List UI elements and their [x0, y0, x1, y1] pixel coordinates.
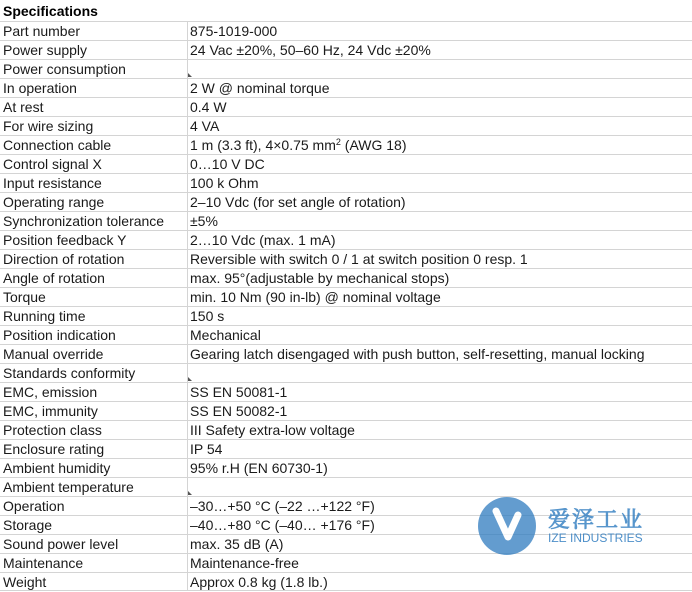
spec-value: Approx 0.8 kg (1.8 lb.) [190, 574, 328, 590]
column-divider [187, 212, 188, 230]
spec-value: 2 W @ nominal torque [190, 80, 330, 96]
spec-label: Running time [3, 308, 86, 324]
spec-value: ±5% [190, 213, 218, 229]
column-divider [187, 136, 188, 154]
spec-value: max. 35 dB (A) [190, 536, 284, 552]
spec-label: Sound power level [3, 536, 119, 552]
spec-row [0, 268, 692, 287]
spec-label: Power consumption [3, 61, 126, 77]
spec-label: Enclosure rating [3, 441, 105, 457]
spec-row [0, 173, 692, 192]
column-divider [187, 193, 188, 211]
watermark-chinese-text: 爱泽工业 [548, 508, 645, 533]
watermark-english-text: IZE INDUSTRIES [548, 531, 643, 545]
spec-value: III Safety extra-low voltage [190, 422, 355, 438]
column-divider [187, 117, 188, 135]
spec-label: Control signal X [3, 156, 102, 172]
spec-value: min. 10 Nm (90 in-lb) @ nominal voltage [190, 289, 441, 305]
spec-row [0, 59, 692, 78]
spec-label: Operating range [3, 194, 105, 210]
spec-row [0, 306, 692, 325]
column-divider [187, 250, 188, 268]
column-divider [187, 288, 188, 306]
column-divider [187, 421, 188, 439]
column-divider [187, 22, 188, 40]
spec-label: For wire sizing [3, 118, 94, 134]
spec-value: IP 54 [190, 441, 223, 457]
column-divider [187, 535, 188, 553]
spec-row [0, 458, 692, 477]
spec-row [0, 287, 692, 306]
spec-value: 24 Vac ±20%, 50–60 Hz, 24 Vdc ±20% [190, 42, 431, 58]
spec-row [0, 21, 692, 40]
spec-value-text: (AWG 18) [340, 137, 407, 153]
column-divider [187, 79, 188, 97]
spec-row [0, 401, 692, 420]
spec-value: SS EN 50082-1 [190, 403, 288, 419]
spec-label: Synchronization tolerance [3, 213, 165, 229]
spec-value-text: 1 m (3.3 ft), 4×0.75 mm [190, 137, 336, 153]
spec-row [0, 344, 692, 363]
spec-row [0, 363, 692, 382]
specifications-table [0, 21, 692, 591]
spec-value: Mechanical [190, 327, 261, 343]
spec-label: Protection class [3, 422, 102, 438]
spec-label: Weight [3, 574, 47, 590]
spec-row [0, 553, 692, 572]
spec-label: Maintenance [3, 555, 84, 571]
column-divider [187, 326, 188, 344]
spec-row [0, 135, 692, 154]
spec-value: Reversible with switch 0 / 1 at switch position 0 resp. 1 [190, 251, 528, 267]
column-divider [187, 383, 188, 401]
spec-row [0, 154, 692, 173]
spec-value: 0.4 W [190, 99, 227, 115]
spec-value: 100 k Ohm [190, 175, 259, 191]
column-divider [187, 155, 188, 173]
spec-row [0, 439, 692, 458]
spec-row [0, 116, 692, 135]
spec-label: Ambient humidity [3, 460, 111, 476]
spec-label: Direction of rotation [3, 251, 125, 267]
spec-value: 875-1019-000 [190, 23, 278, 39]
cell-corner-marker-icon [188, 73, 192, 77]
spec-label: Operation [3, 498, 65, 514]
spec-label: EMC, immunity [3, 403, 98, 419]
spec-row [0, 325, 692, 344]
spec-value: 150 s [190, 308, 225, 324]
column-divider [187, 573, 188, 590]
spec-row [0, 496, 692, 515]
column-divider [187, 174, 188, 192]
spec-row [0, 382, 692, 401]
spec-value: SS EN 50081-1 [190, 384, 288, 400]
column-divider [187, 554, 188, 572]
spec-value: 2–10 Vdc (for set angle of rotation) [190, 194, 406, 210]
spec-label: In operation [3, 80, 77, 96]
column-divider [187, 307, 188, 325]
column-divider [187, 459, 188, 477]
spec-row [0, 192, 692, 211]
spec-row [0, 230, 692, 249]
spec-label: Torque [3, 289, 46, 305]
spec-value: Gearing latch disengaged with push button, self-resetting, manual locking [190, 346, 645, 362]
column-divider [187, 269, 188, 287]
spec-row [0, 211, 692, 230]
spec-label: Connection cable [3, 137, 112, 153]
spec-row [0, 534, 692, 553]
column-divider [187, 41, 188, 59]
column-divider [187, 516, 188, 534]
spec-label: Manual override [3, 346, 104, 362]
spec-row [0, 420, 692, 439]
spec-value [190, 136, 407, 154]
spec-row [0, 572, 692, 591]
cell-corner-marker-icon [188, 377, 192, 381]
cell-corner-marker-icon [188, 491, 192, 495]
spec-value: 2…10 Vdc (max. 1 mA) [190, 232, 336, 248]
spec-label: Angle of rotation [3, 270, 105, 286]
spec-label: Part number [3, 23, 81, 39]
column-divider [187, 440, 188, 458]
column-divider [187, 402, 188, 420]
spec-row [0, 477, 692, 496]
column-divider [187, 345, 188, 363]
spec-label: EMC, emission [3, 384, 98, 400]
spec-row [0, 515, 692, 534]
spec-label: Position feedback Y [3, 232, 127, 248]
spec-value: –40…+80 °C (–40… +176 °F) [190, 517, 375, 533]
column-divider [187, 231, 188, 249]
column-divider [187, 98, 188, 116]
spec-label: Ambient temperature [3, 479, 134, 495]
spec-label: Power supply [3, 42, 88, 58]
spec-value: 4 VA [190, 118, 220, 134]
spec-label: Input resistance [3, 175, 102, 191]
spec-label: At rest [3, 99, 44, 115]
spec-row [0, 40, 692, 59]
spec-value-superscript: 2 [335, 137, 341, 147]
spec-label: Standards conformity [3, 365, 136, 381]
spec-value: 95% r.H (EN 60730-1) [190, 460, 328, 476]
spec-label: Position indication [3, 327, 116, 343]
spec-row [0, 78, 692, 97]
specifications-heading: Specifications [3, 3, 98, 19]
spec-row [0, 249, 692, 268]
spec-value: 0…10 V DC [190, 156, 265, 172]
spec-value: Maintenance-free [190, 555, 299, 571]
column-divider [187, 497, 188, 515]
spec-value: –30…+50 °C (–22 …+122 °F) [190, 498, 375, 514]
spec-row [0, 97, 692, 116]
spec-value: max. 95°(adjustable by mechanical stops) [190, 270, 450, 286]
spec-label: Storage [3, 517, 53, 533]
